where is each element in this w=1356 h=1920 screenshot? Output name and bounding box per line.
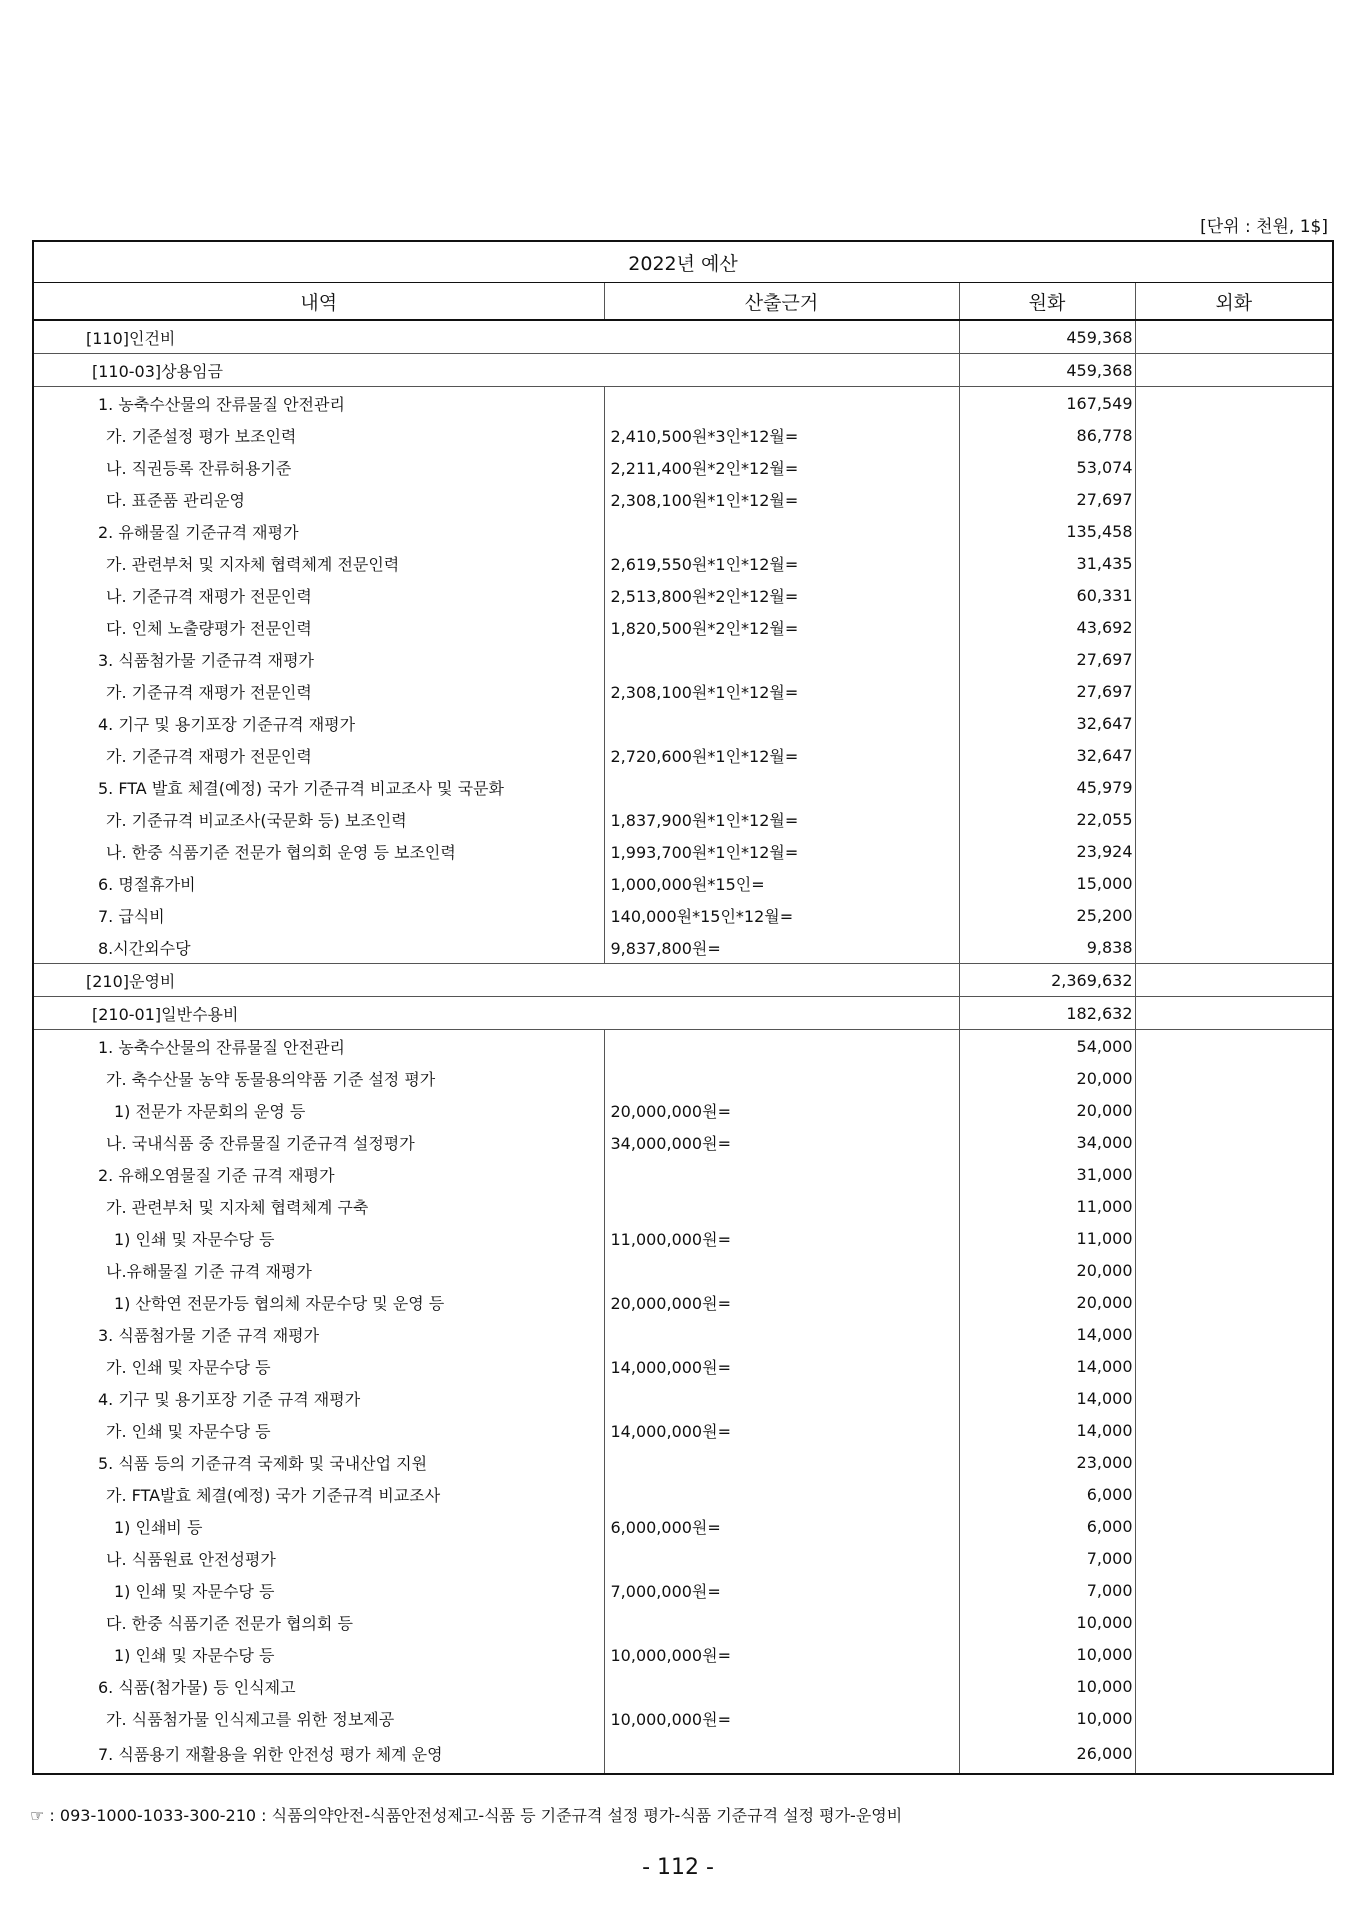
row-basis: [604, 1478, 959, 1510]
row-fx: [1135, 515, 1333, 547]
table-row: [33, 419, 1333, 451]
row-desc: 1) 인쇄 및 자문수당 등: [33, 1638, 604, 1670]
row-basis: [604, 707, 959, 739]
row-basis: 6,000,000원=: [604, 1510, 959, 1542]
table-row: [33, 1702, 1333, 1734]
table-row: [33, 354, 1333, 387]
table-row: [33, 1382, 1333, 1414]
table-row: [33, 1126, 1333, 1158]
row-basis: 11,000,000원=: [604, 1222, 959, 1254]
row-krw: 459,368: [959, 354, 1135, 387]
table-row: [33, 1478, 1333, 1510]
row-basis: [604, 1446, 959, 1478]
table-row: [33, 771, 1333, 803]
table-row: [33, 483, 1333, 515]
table-row: [33, 1638, 1333, 1670]
row-desc: 다. 인체 노출량평가 전문인력: [33, 611, 604, 643]
row-basis: 2,308,100원*1인*12월=: [604, 675, 959, 707]
row-basis: 2,720,600원*1인*12월=: [604, 739, 959, 771]
row-basis: [604, 1318, 959, 1350]
table-row: [33, 1094, 1333, 1126]
row-fx: [1135, 1574, 1333, 1606]
row-desc: 다. 표준품 관리운영: [33, 483, 604, 515]
row-krw: 11,000: [959, 1190, 1135, 1222]
row-basis: 10,000,000원=: [604, 1638, 959, 1670]
row-krw: 6,000: [959, 1478, 1135, 1510]
table-row: [33, 1446, 1333, 1478]
table-row: [33, 1190, 1333, 1222]
row-krw: 7,000: [959, 1574, 1135, 1606]
row-desc: [110-03]상용임금: [33, 354, 959, 387]
row-desc: 나. 직권등록 잔류허용기준: [33, 451, 604, 483]
row-krw: 31,435: [959, 547, 1135, 579]
row-krw: 23,000: [959, 1446, 1135, 1478]
row-fx: [1135, 1158, 1333, 1190]
row-basis: [604, 1606, 959, 1638]
row-fx: [1135, 547, 1333, 579]
row-fx: [1135, 1126, 1333, 1158]
table-row: [33, 1510, 1333, 1542]
row-fx: [1135, 579, 1333, 611]
row-fx: [1135, 931, 1333, 964]
row-desc: [110]인건비: [33, 320, 959, 354]
row-fx: [1135, 419, 1333, 451]
row-desc: 4. 기구 및 용기포장 기준 규격 재평가: [33, 1382, 604, 1414]
row-krw: 10,000: [959, 1670, 1135, 1702]
row-krw: 10,000: [959, 1702, 1135, 1734]
row-desc: 가. 기준규격 비교조사(국문화 등) 보조인력: [33, 803, 604, 835]
row-fx: [1135, 1510, 1333, 1542]
row-basis: [604, 1734, 959, 1774]
row-desc: 1) 인쇄 및 자문수당 등: [33, 1222, 604, 1254]
row-krw: 14,000: [959, 1318, 1135, 1350]
row-fx: [1135, 387, 1333, 420]
row-basis: 2,513,800원*2인*12월=: [604, 579, 959, 611]
row-fx: [1135, 899, 1333, 931]
table-row: [33, 320, 1333, 354]
row-basis: 2,410,500원*3인*12월=: [604, 419, 959, 451]
row-basis: 7,000,000원=: [604, 1574, 959, 1606]
row-krw: 22,055: [959, 803, 1135, 835]
row-desc: 2. 유해물질 기준규격 재평가: [33, 515, 604, 547]
row-krw: 135,458: [959, 515, 1135, 547]
row-desc: 8.시간외수당: [33, 931, 604, 964]
row-fx: [1135, 1542, 1333, 1574]
row-basis: 20,000,000원=: [604, 1286, 959, 1318]
row-desc: 1) 산학연 전문가등 협의체 자문수당 및 운영 등: [33, 1286, 604, 1318]
table-row: [33, 1222, 1333, 1254]
row-basis: 1,993,700원*1인*12월=: [604, 835, 959, 867]
row-fx: [1135, 1190, 1333, 1222]
col-header-fx: 외화: [1135, 283, 1333, 321]
table-row: [33, 835, 1333, 867]
row-fx: [1135, 320, 1333, 354]
table-row: [33, 1350, 1333, 1382]
page-number: - 112 -: [642, 1855, 714, 1880]
row-fx: [1135, 1478, 1333, 1510]
row-krw: 32,647: [959, 707, 1135, 739]
row-basis: 2,619,550원*1인*12월=: [604, 547, 959, 579]
row-desc: 2. 유해오염물질 기준 규격 재평가: [33, 1158, 604, 1190]
table-row: [33, 1254, 1333, 1286]
row-basis: [604, 1382, 959, 1414]
row-fx: [1135, 771, 1333, 803]
footnote: ☞ : 093-1000-1033-300-210 : 식품의약안전-식품안전성제고-식품 등 기준규격 설정 평가-식품 기준규격 설정 평가-운영비: [30, 1806, 903, 1825]
row-fx: [1135, 1350, 1333, 1382]
row-fx: [1135, 643, 1333, 675]
row-desc: 가. 관련부처 및 지자체 협력체계 구축: [33, 1190, 604, 1222]
row-desc: 5. 식품 등의 기준규격 국제화 및 국내산업 지원: [33, 1446, 604, 1478]
row-desc: 다. 한중 식품기준 전문가 협의회 등: [33, 1606, 604, 1638]
row-fx: [1135, 835, 1333, 867]
table-row: [33, 867, 1333, 899]
row-desc: 나. 기준규격 재평가 전문인력: [33, 579, 604, 611]
row-krw: 26,000: [959, 1734, 1135, 1774]
row-krw: 32,647: [959, 739, 1135, 771]
row-basis: 140,000원*15인*12월=: [604, 899, 959, 931]
table-row: [33, 579, 1333, 611]
table-row: [33, 515, 1333, 547]
row-krw: 14,000: [959, 1414, 1135, 1446]
table-row: [33, 1158, 1333, 1190]
row-basis: 34,000,000원=: [604, 1126, 959, 1158]
table-row: [33, 1062, 1333, 1094]
row-desc: 6. 식품(첨가물) 등 인식제고: [33, 1670, 604, 1702]
table-row: [33, 803, 1333, 835]
table-row: [33, 739, 1333, 771]
row-desc: 1) 인쇄비 등: [33, 1510, 604, 1542]
table-row: [33, 1414, 1333, 1446]
row-basis: 2,211,400원*2인*12월=: [604, 451, 959, 483]
row-desc: 3. 식품첨가물 기준규격 재평가: [33, 643, 604, 675]
row-krw: 6,000: [959, 1510, 1135, 1542]
row-krw: 15,000: [959, 867, 1135, 899]
row-fx: [1135, 1734, 1333, 1774]
row-krw: 10,000: [959, 1606, 1135, 1638]
row-desc: 5. FTA 발효 체결(예정) 국가 기준규격 비교조사 및 국문화: [33, 771, 604, 803]
row-krw: 7,000: [959, 1542, 1135, 1574]
row-fx: [1135, 1062, 1333, 1094]
row-basis: 14,000,000원=: [604, 1414, 959, 1446]
row-basis: 1,837,900원*1인*12월=: [604, 803, 959, 835]
row-krw: 86,778: [959, 419, 1135, 451]
row-fx: [1135, 1702, 1333, 1734]
budget-table: [32, 240, 1334, 1775]
row-desc: 1) 전문가 자문회의 운영 등: [33, 1094, 604, 1126]
row-desc: 나. 국내식품 중 잔류물질 기준규격 설정평가: [33, 1126, 604, 1158]
row-krw: 14,000: [959, 1382, 1135, 1414]
row-fx: [1135, 483, 1333, 515]
row-fx: [1135, 1094, 1333, 1126]
row-basis: [604, 1190, 959, 1222]
row-desc: 가. 기준규격 재평가 전문인력: [33, 675, 604, 707]
row-desc: 나.유해물질 기준 규격 재평가: [33, 1254, 604, 1286]
table-row: [33, 451, 1333, 483]
row-basis: [604, 387, 959, 420]
row-desc: 가. FTA발효 체결(예정) 국가 기준규격 비교조사: [33, 1478, 604, 1510]
row-basis: [604, 1030, 959, 1063]
table-row: [33, 611, 1333, 643]
row-basis: 1,820,500원*2인*12월=: [604, 611, 959, 643]
row-fx: [1135, 675, 1333, 707]
unit-note: [단위 : 천원, 1$]: [1200, 217, 1328, 237]
row-krw: 11,000: [959, 1222, 1135, 1254]
row-desc: 가. 관련부처 및 지자체 협력체계 전문인력: [33, 547, 604, 579]
row-krw: 45,979: [959, 771, 1135, 803]
table-row: [33, 1542, 1333, 1574]
row-basis: 1,000,000원*15인=: [604, 867, 959, 899]
table-row: [33, 997, 1333, 1030]
table-row: [33, 1286, 1333, 1318]
row-desc: 가. 인쇄 및 자문수당 등: [33, 1350, 604, 1382]
row-fx: [1135, 451, 1333, 483]
table-row: [33, 899, 1333, 931]
row-krw: 54,000: [959, 1030, 1135, 1063]
row-desc: 4. 기구 및 용기포장 기준규격 재평가: [33, 707, 604, 739]
row-desc: 6. 명절휴가비: [33, 867, 604, 899]
table-row: [33, 1670, 1333, 1702]
row-desc: 나. 식품원료 안전성평가: [33, 1542, 604, 1574]
row-krw: 53,074: [959, 451, 1135, 483]
table-row: [33, 675, 1333, 707]
row-fx: [1135, 803, 1333, 835]
row-fx: [1135, 997, 1333, 1030]
table-row: [33, 1574, 1333, 1606]
row-krw: 20,000: [959, 1094, 1135, 1126]
table-row: [33, 964, 1333, 997]
row-krw: 25,200: [959, 899, 1135, 931]
year-header: 2022년 예산: [33, 241, 1333, 283]
table-row: [33, 547, 1333, 579]
row-krw: 14,000: [959, 1350, 1135, 1382]
row-fx: [1135, 1382, 1333, 1414]
row-fx: [1135, 1638, 1333, 1670]
row-krw: 43,692: [959, 611, 1135, 643]
row-krw: 182,632: [959, 997, 1135, 1030]
row-fx: [1135, 611, 1333, 643]
row-krw: 9,838: [959, 931, 1135, 964]
row-fx: [1135, 1318, 1333, 1350]
row-basis: [604, 643, 959, 675]
row-krw: 27,697: [959, 675, 1135, 707]
row-krw: 34,000: [959, 1126, 1135, 1158]
row-fx: [1135, 867, 1333, 899]
col-header-basis: 산출근거: [604, 283, 959, 321]
row-desc: 가. 식품첨가물 인식제고를 위한 정보제공: [33, 1702, 604, 1734]
row-fx: [1135, 1606, 1333, 1638]
row-desc: 3. 식품첨가물 기준 규격 재평가: [33, 1318, 604, 1350]
row-basis: [604, 771, 959, 803]
table-row: [33, 1606, 1333, 1638]
table-row: [33, 1318, 1333, 1350]
row-krw: 20,000: [959, 1062, 1135, 1094]
row-basis: 2,308,100원*1인*12월=: [604, 483, 959, 515]
row-basis: [604, 1062, 959, 1094]
row-desc: 1. 농축수산물의 잔류물질 안전관리: [33, 1030, 604, 1063]
table-row: [33, 931, 1333, 964]
row-basis: 9,837,800원=: [604, 931, 959, 964]
row-basis: [604, 1670, 959, 1702]
row-fx: [1135, 1222, 1333, 1254]
table-row: [33, 1734, 1333, 1774]
row-fx: [1135, 1414, 1333, 1446]
row-fx: [1135, 1030, 1333, 1063]
row-desc: 가. 인쇄 및 자문수당 등: [33, 1414, 604, 1446]
row-desc: 7. 식품용기 재활용을 위한 안전성 평가 체계 운영: [33, 1734, 604, 1774]
row-krw: 23,924: [959, 835, 1135, 867]
col-header-krw: 원화: [959, 283, 1135, 321]
row-desc: 가. 기준설정 평가 보조인력: [33, 419, 604, 451]
row-krw: 31,000: [959, 1158, 1135, 1190]
table-row: [33, 1030, 1333, 1063]
row-basis: [604, 515, 959, 547]
row-fx: [1135, 1286, 1333, 1318]
row-desc: 가. 축수산물 농약 동물용의약품 기준 설정 평가: [33, 1062, 604, 1094]
row-basis: [604, 1254, 959, 1286]
row-desc: [210-01]일반수용비: [33, 997, 959, 1030]
row-krw: 60,331: [959, 579, 1135, 611]
row-basis: [604, 1542, 959, 1574]
row-krw: 27,697: [959, 483, 1135, 515]
row-basis: [604, 1158, 959, 1190]
row-fx: [1135, 739, 1333, 771]
row-krw: 27,697: [959, 643, 1135, 675]
row-fx: [1135, 964, 1333, 997]
row-basis: 20,000,000원=: [604, 1094, 959, 1126]
table-row: [33, 387, 1333, 420]
row-krw: 20,000: [959, 1254, 1135, 1286]
row-krw: 2,369,632: [959, 964, 1135, 997]
table-row: [33, 643, 1333, 675]
table-body: [33, 320, 1333, 1774]
row-desc: [210]운영비: [33, 964, 959, 997]
row-fx: [1135, 1254, 1333, 1286]
row-fx: [1135, 1670, 1333, 1702]
row-krw: 459,368: [959, 320, 1135, 354]
row-fx: [1135, 707, 1333, 739]
row-krw: 167,549: [959, 387, 1135, 420]
row-desc: 1. 농축수산물의 잔류물질 안전관리: [33, 387, 604, 420]
budget-table-wrapper: [32, 240, 1332, 1775]
row-fx: [1135, 1446, 1333, 1478]
row-desc: 나. 한중 식품기준 전문가 협의회 운영 등 보조인력: [33, 835, 604, 867]
row-desc: 가. 기준규격 재평가 전문인력: [33, 739, 604, 771]
row-krw: 10,000: [959, 1638, 1135, 1670]
row-fx: [1135, 354, 1333, 387]
row-desc: 1) 인쇄 및 자문수당 등: [33, 1574, 604, 1606]
table-row: [33, 707, 1333, 739]
row-desc: 7. 급식비: [33, 899, 604, 931]
row-basis: 10,000,000원=: [604, 1702, 959, 1734]
row-basis: 14,000,000원=: [604, 1350, 959, 1382]
col-header-desc: 내역: [33, 283, 604, 321]
row-krw: 20,000: [959, 1286, 1135, 1318]
